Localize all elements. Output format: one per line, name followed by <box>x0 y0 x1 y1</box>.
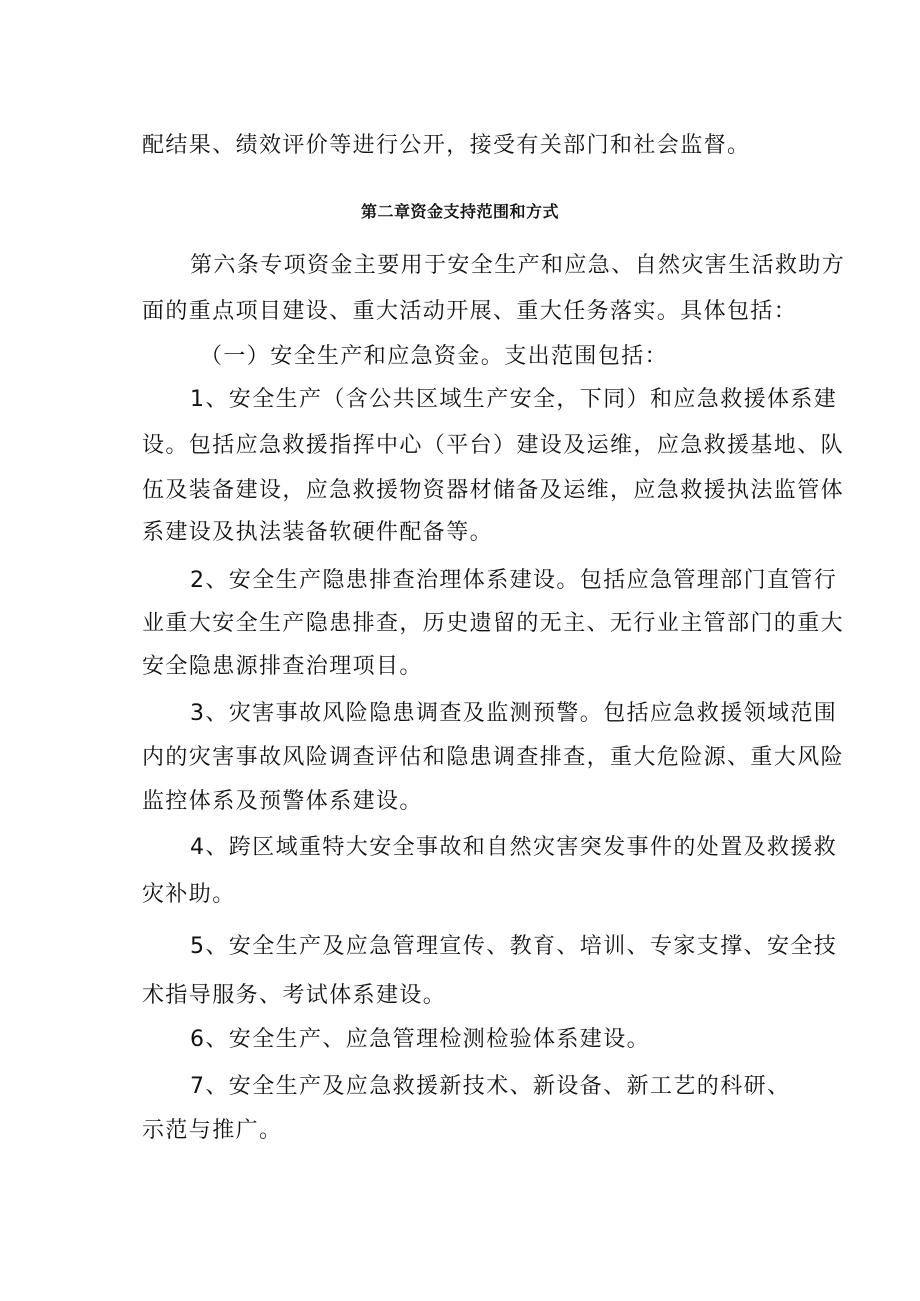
item-line: 1、安全生产（含公共区域生产安全，下同）和应急救援体系建 <box>190 387 838 412</box>
text-line: 监控体系及预警体系建设。 <box>142 789 423 814</box>
text-line: 术指导服务、考试体系建设。 <box>142 983 447 1008</box>
item-line: 7、安全生产及应急救援新技术、新设备、新工艺的科研、 <box>190 1074 791 1099</box>
text-line: 安全隐患源排查治理项目。 <box>142 654 423 679</box>
chapter-heading: 第二章资金支持范围和方式 <box>360 202 559 221</box>
section-heading: （一）安全生产和应急资金。支出范围包括： <box>200 344 669 369</box>
text-line: 业重大安全生产隐患排查，历史遗留的无主、无行业主管部门的重大 <box>142 611 845 636</box>
text-line: 内的灾害事故风险调查评估和隐患调查排查，重大危险源、重大风险 <box>142 745 845 770</box>
text-line: 示范与推广。 <box>142 1118 283 1143</box>
item-line: 4、跨区域重特大安全事故和自然灾害突发事件的处置及救援救 <box>190 835 838 860</box>
text-line: 设。包括应急救援指挥中心（平台）建设及运维，应急救援基地、队 <box>142 433 845 458</box>
item-line: 3、灾害事故风险隐患调查及监测预警。包括应急救援领域范围 <box>190 701 838 726</box>
text-line: 系建设及执法装备软硬件配备等。 <box>142 520 494 545</box>
text-line: 面的重点项目建设、重大活动开展、重大任务落实。具体包括： <box>142 299 798 324</box>
text-line: 伍及装备建设，应急救援物资器材储备及运维，应急救援执法监管体 <box>142 478 845 503</box>
article-line: 第六条专项资金主要用于安全生产和应急、自然灾害生活救助方 <box>190 253 846 278</box>
item-line: 2、安全生产隐患排查治理体系建设。包括应急管理部门直管行 <box>190 568 838 593</box>
text-line: 配结果、绩效评价等进行公开，接受有关部门和社会监督。 <box>142 133 751 158</box>
text-line: 灾补助。 <box>142 882 236 907</box>
item-line: 5、安全生产及应急管理宣传、教育、培训、专家支撑、安全技 <box>190 934 838 959</box>
item-line: 6、安全生产、应急管理检测检验体系建设。 <box>190 1027 650 1052</box>
